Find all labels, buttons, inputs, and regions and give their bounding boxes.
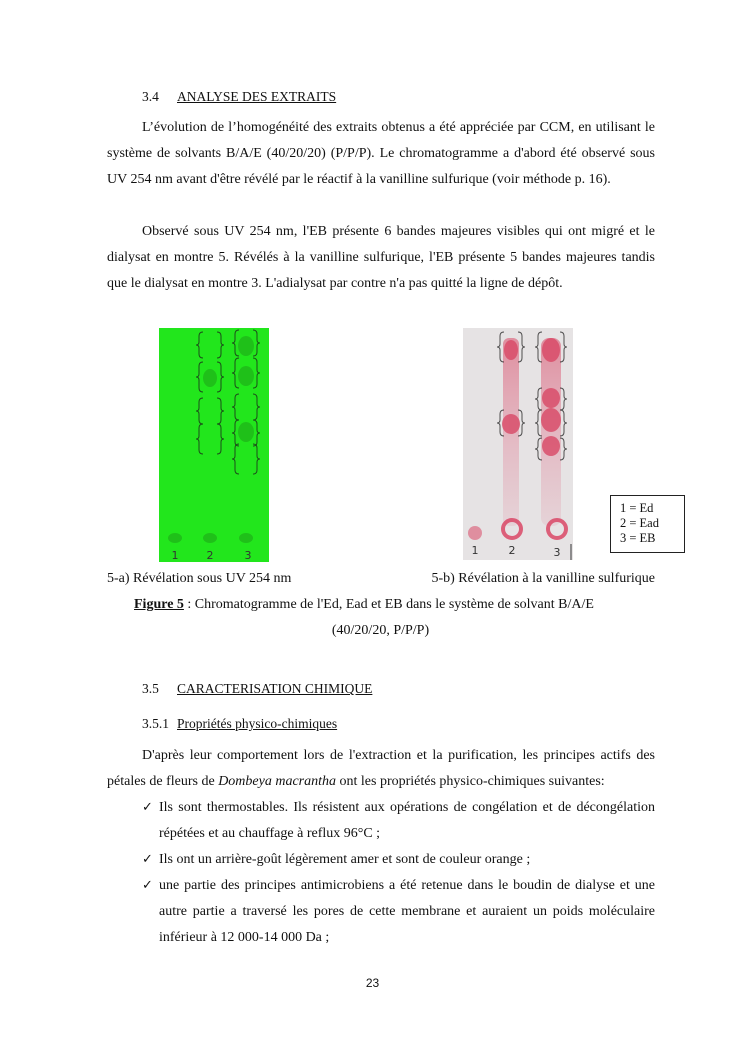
figure-legend — [610, 495, 685, 553]
paragraph-tlc-results: Observé sous UV 254 nm, l'EB présente 6 bandes majeures visibles qui ont migré et le dialysat en montre 5. Révélés à la vanilline sulfurique, l'EB présente 5 bandes majeures tandis que le dialysat en montre 3. L'adialysat par contre n'a pas quitté la ligne de dépôt. — [107, 224, 655, 291]
section-number: 3.4 — [142, 89, 159, 104]
uv-lane-label-1: 1 — [171, 549, 179, 562]
vanillin-lane-label-2: 2 — [508, 544, 516, 557]
caption-5b: 5-b) Révélation à la vanilline sulfurique — [431, 571, 655, 586]
legend-item: 2 = Ead — [620, 516, 659, 530]
list-item-text: Ils sont thermostables. Ils résistent aux opérations de congélation et de décongélation répétées et au chauffage à reflux 96°C ; — [159, 800, 655, 841]
intro-text-end: ont les propriétés physico-chimiques suivantes: — [336, 774, 605, 789]
vanillin-tlc-plate — [463, 328, 573, 560]
figure-caption-text: : Chromatogramme de l'Ed, Ead et EB dans le système de solvant B/A/E — [183, 597, 594, 612]
list-item-text: Ils ont un arrière-goût légèrement amer et sont de couleur orange ; — [159, 852, 531, 867]
page-number: 23 — [365, 976, 380, 990]
list-item — [142, 795, 655, 847]
check-mark-icon: ✓ — [142, 800, 153, 815]
vanillin-lane-label-3: 3 — [553, 546, 561, 559]
section-3-5-heading — [142, 681, 372, 697]
properties-list — [142, 795, 655, 951]
caption-5a: 5-a) Révélation sous UV 254 nm — [107, 571, 292, 586]
uv-lane-label-2: 2 — [206, 549, 214, 562]
section-title: CARACTERISATION CHIMIQUE — [177, 681, 373, 696]
figure-caption-line-2: (40/20/20, P/P/P) — [331, 623, 430, 638]
figure-5-caption — [134, 597, 594, 613]
list-item-text: une partie des principes antimicrobiens a été retenue dans le boudin de dialyse et une autre partie a traversé les pores de cette membrane et auraient un poids moléculaire inférieur à 12 000-14 000 Da ; — [159, 878, 655, 945]
paragraph-tlc-method: L’évolution de l’homogénéité des extraits obtenus a été appréciée par CCM, en utilisant le système de solvants B/A/E (40/20/20) (P/P/P). Le chromatogramme a d'abord été observé sous UV 254 nm avant d'être révélé par le réactif à la vanilline sulfurique (voir méthode p. 16). — [107, 120, 655, 187]
list-item — [142, 873, 655, 951]
section-title: Propriétés physico-chimiques — [177, 716, 338, 731]
paragraph-properties-intro — [107, 743, 655, 795]
section-3-4-heading — [142, 89, 336, 105]
vanillin-deposit-1 — [468, 526, 482, 540]
check-mark-icon: ✓ — [142, 852, 153, 867]
uv-254-tlc-plate — [159, 328, 269, 562]
species-name: Dombeya macrantha — [218, 774, 336, 789]
legend-item: 3 = EB — [620, 531, 656, 545]
vanillin-lane-label-1: 1 — [471, 544, 479, 557]
section-3-5-1-heading — [142, 716, 337, 732]
legend-item: 1 = Ed — [620, 501, 654, 515]
section-number: 3.5 — [142, 681, 159, 696]
list-item — [142, 847, 655, 873]
uv-lane-label-3: 3 — [244, 549, 252, 562]
section-title: ANALYSE DES EXTRAITS — [177, 89, 337, 104]
check-mark-icon: ✓ — [142, 878, 153, 893]
section-number: 3.5.1 — [142, 716, 169, 731]
intro-text: D'après leur comportement lors de l'extraction et la purification, les principes actifs des pétales de fleurs de — [107, 748, 655, 789]
figure-label: Figure 5 — [134, 597, 184, 612]
